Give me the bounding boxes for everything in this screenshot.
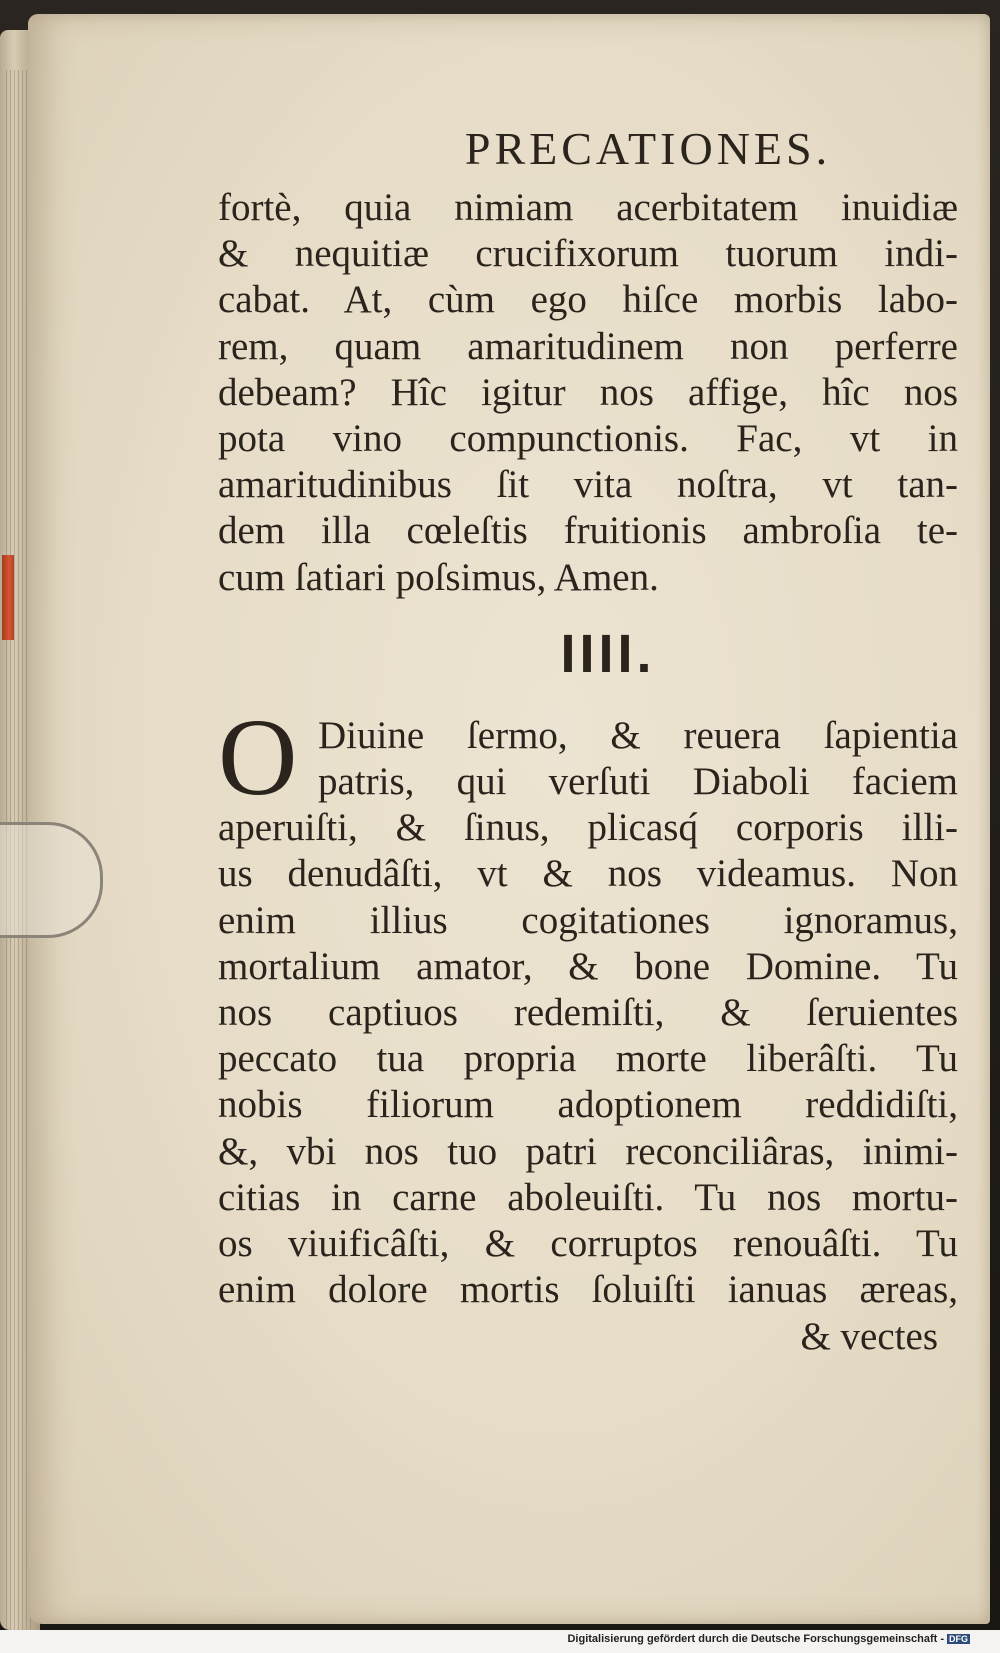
text-line: enim dolore mortis ſoluiſti ianuas æreas,	[218, 1268, 958, 1312]
text-line: &, vbi nos tuo patri reconciliâras, inimi-	[218, 1129, 958, 1173]
text-line: & nequitiæ crucifixorum tuorum indi-	[218, 232, 958, 276]
book-page	[28, 14, 990, 1624]
text-line: debeam? Hîc igitur nos affige, hîc nos	[218, 370, 958, 414]
text-line: dem illa cœleſtis fruitionis ambroſia te-	[218, 509, 958, 553]
prayer-paragraph	[218, 695, 958, 1314]
text-line: nobis filiorum adoptionem reddidiſti,	[218, 1083, 958, 1127]
text-line: rem, quam amaritudinem non perferre	[218, 324, 958, 368]
footer-credit	[567, 1633, 970, 1645]
page-text	[218, 119, 958, 1361]
dfg-logo: DFG	[949, 1634, 968, 1645]
text-line: os viuificâſti, & corruptos renouâſti. Tu	[218, 1222, 958, 1266]
text-line: pota vino compunctionis. Fac, vt in	[218, 417, 958, 461]
text-line: aperuiſti, & ſinus, plicasq́ corporis illi-	[218, 806, 958, 850]
page-clip	[0, 822, 103, 938]
running-head: PRECATIONES.	[464, 123, 832, 174]
bookmark-ribbon	[2, 555, 14, 640]
text-line: patris, qui verſuti Diaboli faciem	[318, 760, 958, 804]
text-line: amaritudinibus ſit vita noſtra, vt tan-	[218, 463, 958, 507]
text-line: fortè, quia nimiam acerbitatem inuidiæ	[218, 186, 958, 229]
catchword: & vectes	[800, 1315, 938, 1359]
drop-cap: O	[218, 695, 298, 818]
text-line: us denudâſti, vt & nos videamus. Non	[218, 852, 958, 896]
text-line: Diuine ſermo, & reuera ſapientia	[318, 713, 958, 757]
text-line: citias in carne aboleuiſti. Tu nos mortu-	[218, 1175, 958, 1219]
footer-credit-text: Digitalisierung gefördert durch die Deutsche Forschungsgemeinschaft -	[567, 1633, 944, 1645]
text-line: cum ſatiari poſsimus, Amen.	[218, 555, 659, 599]
text-line: mortalium amator, & bone Domine. Tu	[218, 944, 958, 988]
section-heading: IIII.	[560, 623, 656, 684]
text-line: enim illius cogitationes ignoramus,	[218, 898, 958, 942]
text-line: nos captiuos redemiſti, & ſeruientes	[218, 991, 958, 1035]
text-line: cabat. At, cùm ego hiſce morbis labo-	[218, 278, 958, 322]
text-line: peccato tua propria morte liberâſti. Tu	[218, 1037, 958, 1081]
text-block-before	[218, 185, 958, 601]
